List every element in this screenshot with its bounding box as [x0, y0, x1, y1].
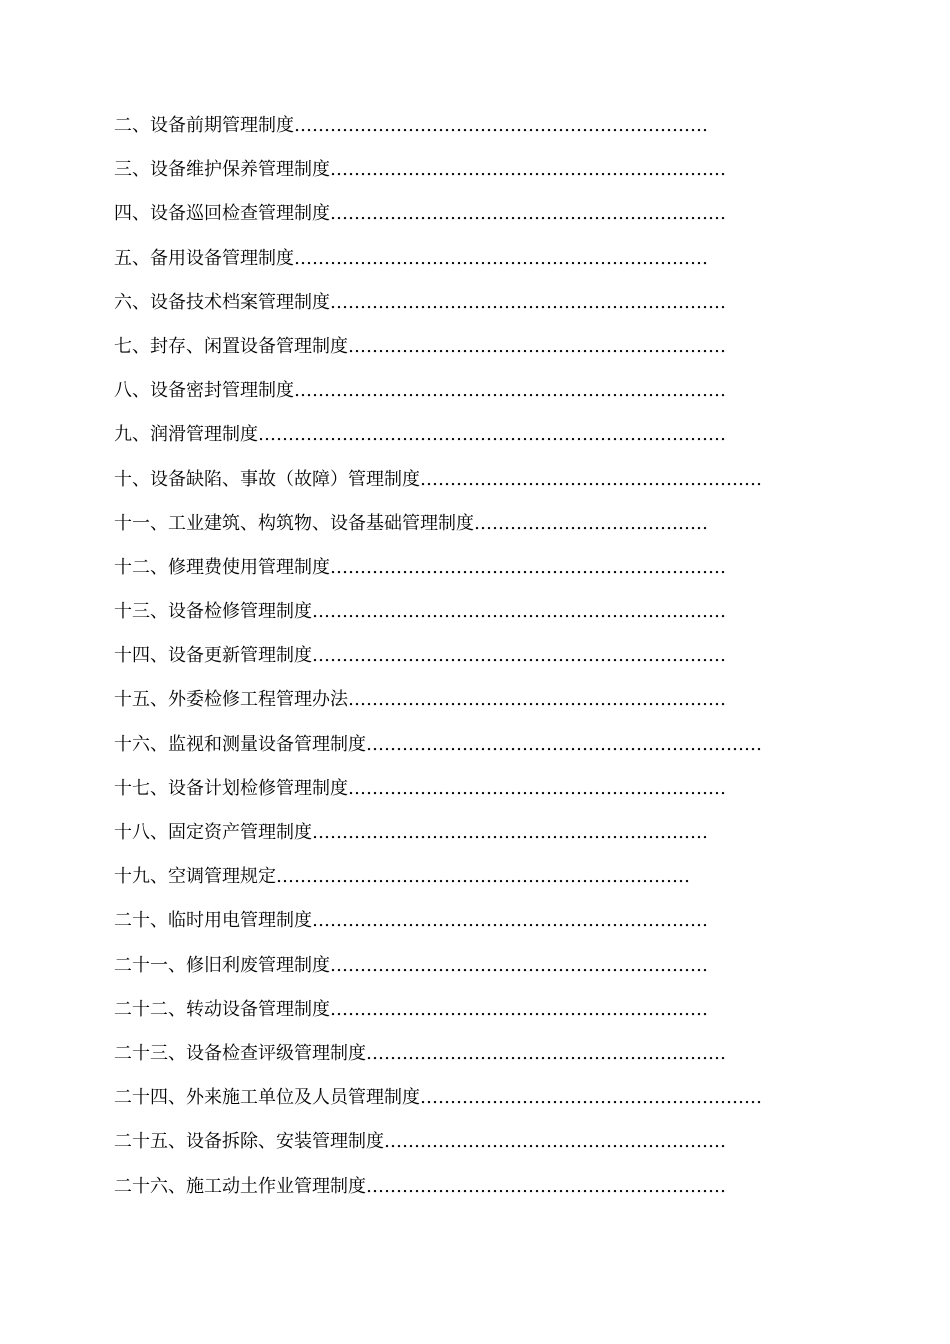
toc-entry: 十五、外委检修工程管理办法………………………………………………………	[114, 689, 726, 711]
toc-entry: 十二、修理费使用管理制度…………………………………………………………	[114, 556, 726, 578]
toc-entry: 十、设备缺陷、事故（故障）管理制度…………………………………………………	[114, 468, 762, 490]
toc-entry: 二十、临时用电管理制度…………………………………………………………	[114, 910, 708, 932]
toc-entry: 十八、固定资产管理制度…………………………………………………………	[114, 822, 708, 843]
toc-entry: 二、设备前期管理制度……………………………………………………………	[114, 115, 708, 136]
toc-entry: 二十二、转动设备管理制度………………………………………………………	[114, 998, 708, 1020]
toc-entry: 九、润滑管理制度……………………………………………………………………	[114, 424, 726, 446]
table-of-contents	[114, 112, 762, 1217]
toc-entry: 十三、设备检修管理制度……………………………………………………………	[114, 601, 726, 623]
toc-entry: 二十四、外来施工单位及人员管理制度…………………………………………………	[114, 1087, 762, 1109]
toc-entry: 二十六、施工动土作业管理制度……………………………………………………	[114, 1175, 726, 1197]
toc-entry: 十七、设备计划检修管理制度………………………………………………………	[114, 777, 726, 799]
toc-entry: 十四、设备更新管理制度……………………………………………………………	[114, 645, 726, 667]
toc-entry: 五、备用设备管理制度……………………………………………………………	[114, 247, 708, 269]
toc-entry: 十六、监视和测量设备管理制度…………………………………………………………	[114, 733, 762, 755]
toc-entry: 三、设备维护保养管理制度…………………………………………………………	[114, 159, 726, 181]
toc-entry: 六、设备技术档案管理制度…………………………………………………………	[114, 291, 726, 313]
toc-entry: 十一、工业建筑、构筑物、设备基础管理制度…………………………………	[114, 512, 708, 534]
toc-entry: 二十一、修旧利废管理制度………………………………………………………	[114, 954, 708, 976]
toc-entry: 二十五、设备拆除、安装管理制度…………………………………………………	[114, 1131, 726, 1153]
toc-entry: 十九、空调管理规定……………………………………………………………	[114, 866, 690, 888]
toc-entry: 四、设备巡回检查管理制度…………………………………………………………	[114, 203, 726, 225]
toc-entry: 二十三、设备检查评级管理制度……………………………………………………	[114, 1042, 726, 1064]
toc-entry: 八、设备密封管理制度………………………………………………………………	[114, 380, 726, 402]
toc-entry: 七、封存、闲置设备管理制度………………………………………………………	[114, 335, 726, 357]
